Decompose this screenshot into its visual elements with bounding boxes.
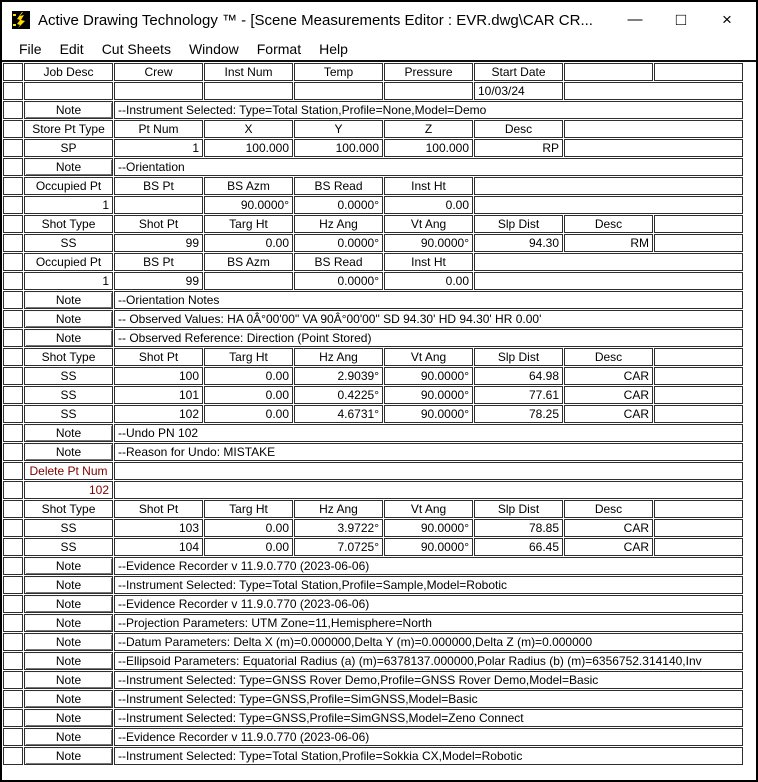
column-header-slp-dist: Slp Dist (474, 348, 563, 366)
column-header-y: Y (294, 120, 383, 138)
note-button[interactable]: Note (24, 728, 113, 746)
grid-row (3, 158, 743, 176)
grid-row (3, 671, 743, 689)
cell-value[interactable] (654, 519, 743, 537)
row-selector[interactable] (3, 196, 23, 214)
menu-cut-sheets[interactable]: Cut Sheets (101, 41, 171, 57)
cell-value[interactable] (654, 386, 743, 404)
column-header-pt-num: Pt Num (114, 120, 203, 138)
row-selector[interactable] (3, 728, 23, 746)
cell-value[interactable]: 78.25 (474, 405, 563, 423)
column-header-targ-ht: Targ Ht (204, 348, 293, 366)
column-header-store-pt-type: Store Pt Type (24, 120, 113, 138)
column-header-shot-pt: Shot Pt (114, 348, 203, 366)
grid-row (3, 215, 743, 233)
row-selector[interactable] (3, 652, 23, 670)
cell-value[interactable]: 66.45 (474, 538, 563, 556)
cell-value[interactable] (654, 367, 743, 385)
menu-window[interactable]: Window (188, 41, 239, 57)
grid-row (3, 253, 743, 271)
column-header-bs-read: BS Read (294, 177, 383, 195)
measurements-table (2, 62, 744, 766)
cell-value[interactable]: 0.00 (204, 405, 293, 423)
cell-value[interactable]: 2.9039° (294, 367, 383, 385)
column-header-desc: Desc (564, 500, 653, 518)
column-header-hz-ang: Hz Ang (294, 215, 383, 233)
grid-row (3, 101, 743, 119)
cell-value[interactable]: 90.0000° (384, 367, 473, 385)
grid-row (3, 310, 743, 328)
cell-value[interactable]: 90.0000° (384, 519, 473, 537)
cell-value[interactable] (384, 82, 473, 100)
cell-value[interactable] (114, 462, 743, 480)
cell-value[interactable]: 1 (114, 139, 203, 157)
column-header-delete-pt-num: Delete Pt Num (24, 462, 113, 480)
cell-value[interactable]: 4.6731° (294, 405, 383, 423)
row-selector[interactable] (3, 234, 23, 252)
note-text[interactable]: --Projection Parameters: UTM Zone=11,Hemisphere=North (114, 614, 743, 632)
cell-value[interactable] (564, 139, 743, 157)
cell-value[interactable] (474, 196, 743, 214)
cell-value[interactable]: 0.0000° (294, 272, 383, 290)
column-header-bs-azm: BS Azm (204, 253, 293, 271)
column-header-temp: Temp (294, 63, 383, 81)
row-selector[interactable] (3, 386, 23, 404)
column-header-start-date: Start Date (474, 63, 563, 81)
grid-row (3, 690, 743, 708)
cell-value[interactable]: 94.30 (474, 234, 563, 252)
minimize-button[interactable]: — (627, 11, 643, 28)
menu-file[interactable]: File (19, 41, 42, 57)
column-header-shot-pt: Shot Pt (114, 500, 203, 518)
column-header-empty (654, 215, 743, 233)
note-text[interactable]: --Instrument Selected: Type=Total Station,Profile=None,Model=Demo (114, 101, 743, 119)
column-header-vt-ang: Vt Ang (384, 500, 473, 518)
window-controls (612, 3, 750, 37)
column-header-hz-ang: Hz Ang (294, 348, 383, 366)
row-selector[interactable] (3, 576, 23, 594)
cell-value[interactable]: 90.0000° (204, 196, 293, 214)
column-header-x: X (204, 120, 293, 138)
menu-edit[interactable]: Edit (59, 41, 84, 57)
cell-value[interactable]: 1 (24, 196, 113, 214)
maximize-button[interactable]: □ (675, 10, 687, 29)
column-header-occupied-pt: Occupied Pt (24, 253, 113, 271)
cell-value[interactable]: 100 (114, 367, 203, 385)
grid-row (3, 367, 743, 385)
note-button[interactable]: Note (24, 291, 113, 309)
note-button[interactable]: Note (24, 576, 113, 594)
cell-value[interactable]: 0.00 (384, 272, 473, 290)
grid-row (3, 747, 743, 765)
note-text[interactable]: --Evidence Recorder v 11.9.0.770 (2023-06-06) (114, 728, 743, 746)
cell-value[interactable]: CAR (564, 519, 653, 537)
cell-value[interactable]: 90.0000° (384, 538, 473, 556)
menu-format[interactable]: Format (256, 41, 302, 57)
cell-value[interactable]: 102 (24, 481, 113, 499)
note-text[interactable]: --Undo PN 102 (114, 424, 743, 442)
note-button[interactable]: Note (24, 671, 113, 689)
row-selector[interactable] (3, 82, 23, 100)
column-header-empty (564, 63, 653, 81)
cell-value[interactable]: 90.0000° (384, 405, 473, 423)
cell-value[interactable]: 104 (114, 538, 203, 556)
grid-row (3, 82, 743, 100)
grid-row (3, 234, 743, 252)
note-text[interactable]: --Orientation Notes (114, 291, 743, 309)
grid-row (3, 443, 743, 461)
grid-row (3, 595, 743, 613)
row-selector[interactable] (3, 481, 23, 499)
cell-value[interactable] (564, 82, 743, 100)
cell-value[interactable] (474, 253, 743, 271)
cell-value[interactable]: CAR (564, 367, 653, 385)
note-button[interactable]: Note (24, 158, 113, 176)
cell-value[interactable] (114, 196, 203, 214)
grid-row (3, 728, 743, 746)
cell-value[interactable]: SS (24, 519, 113, 537)
note-button[interactable]: Note (24, 595, 113, 613)
cell-value[interactable]: SS (24, 367, 113, 385)
row-selector[interactable] (3, 405, 23, 423)
column-header-pressure: Pressure (384, 63, 473, 81)
grid-row (3, 291, 743, 309)
note-button[interactable]: Note (24, 690, 113, 708)
cell-value[interactable] (294, 82, 383, 100)
column-header-inst-num: Inst Num (204, 63, 293, 81)
column-header-crew: Crew (114, 63, 203, 81)
row-selector[interactable] (3, 443, 23, 461)
note-button[interactable]: Note (24, 709, 113, 727)
column-header-desc: Desc (474, 120, 563, 138)
row-selector[interactable] (3, 101, 23, 119)
column-header-bs-azm: BS Azm (204, 177, 293, 195)
lightning-bolt-icon (12, 11, 30, 29)
note-button[interactable]: Note (24, 652, 113, 670)
row-selector[interactable] (3, 139, 23, 157)
grid-row (3, 500, 743, 518)
column-header-empty (564, 120, 743, 138)
cell-value[interactable] (474, 177, 743, 195)
cell-value[interactable]: 7.0725° (294, 538, 383, 556)
column-header-targ-ht: Targ Ht (204, 215, 293, 233)
row-selector[interactable] (3, 367, 23, 385)
cell-value[interactable]: CAR (564, 538, 653, 556)
note-button[interactable]: Note (24, 329, 113, 347)
row-selector[interactable] (3, 253, 23, 271)
note-text[interactable]: --Instrument Selected: Type=Total Station,Profile=Sokkia CX,Model=Robotic (114, 747, 743, 765)
cell-value[interactable]: 78.85 (474, 519, 563, 537)
cell-value[interactable]: 90.0000° (384, 386, 473, 404)
cell-value[interactable]: 99 (114, 234, 203, 252)
note-text[interactable]: --Evidence Recorder v 11.9.0.770 (2023-06-06) (114, 595, 743, 613)
row-selector[interactable] (3, 120, 23, 138)
row-selector[interactable] (3, 177, 23, 195)
close-button[interactable]: × (722, 10, 732, 29)
grid-row (3, 481, 743, 499)
grid-row (3, 272, 743, 290)
cell-value[interactable]: 0.00 (204, 538, 293, 556)
cell-value[interactable]: 101 (114, 386, 203, 404)
grid-row (3, 614, 743, 632)
cell-value[interactable]: RM (564, 234, 653, 252)
cell-value[interactable]: 90.0000° (384, 234, 473, 252)
note-text[interactable]: --Instrument Selected: Type=Total Station,Profile=Sample,Model=Robotic (114, 576, 743, 594)
note-text[interactable]: --Instrument Selected: Type=GNSS,Profile=SimGNSS,Model=Zeno Connect (114, 709, 743, 727)
column-header-vt-ang: Vt Ang (384, 215, 473, 233)
note-text[interactable]: --Ellipsoid Parameters: Equatorial Radius (a) (m)=6378137.000000,Polar Radius (b) (m)=6356752.314140,Inv (114, 652, 743, 670)
cell-value[interactable]: 100.000 (204, 139, 293, 157)
note-text[interactable]: --Datum Parameters: Delta X (m)=0.000000,Delta Y (m)=0.000000,Delta Z (m)=0.000000 (114, 633, 743, 651)
note-button[interactable]: Note (24, 443, 113, 461)
column-header-empty (654, 63, 743, 81)
column-header-slp-dist: Slp Dist (474, 215, 563, 233)
grid-row (3, 177, 743, 195)
title-bar (2, 2, 756, 38)
grid-row (3, 196, 743, 214)
grid-row (3, 348, 743, 366)
note-button[interactable]: Note (24, 310, 113, 328)
column-header-inst-ht: Inst Ht (384, 253, 473, 271)
column-header-bs-read: BS Read (294, 253, 383, 271)
note-button[interactable]: Note (24, 424, 113, 442)
cell-value[interactable]: CAR (564, 405, 653, 423)
cell-value[interactable]: 103 (114, 519, 203, 537)
window-title: Active Drawing Technology ™ - [Scene Measurements Editor : EVR.dwg\CAR CR... (38, 11, 593, 29)
grid-row (3, 139, 743, 157)
cell-value[interactable]: 10/03/24 (474, 82, 563, 100)
row-selector[interactable] (3, 671, 23, 689)
row-selector[interactable] (3, 500, 23, 518)
cell-value[interactable]: 0.00 (204, 367, 293, 385)
cell-value[interactable] (204, 272, 293, 290)
row-selector[interactable] (3, 348, 23, 366)
column-header-desc: Desc (564, 348, 653, 366)
column-header-shot-type: Shot Type (24, 215, 113, 233)
column-header-hz-ang: Hz Ang (294, 500, 383, 518)
grid-row (3, 329, 743, 347)
row-selector[interactable] (3, 329, 23, 347)
cell-value[interactable]: 3.9722° (294, 519, 383, 537)
cell-value[interactable]: 0.00 (204, 234, 293, 252)
note-text[interactable]: -- Observed Reference: Direction (Point Stored) (114, 329, 743, 347)
cell-value[interactable]: RP (474, 139, 563, 157)
note-text[interactable]: --Instrument Selected: Type=GNSS Rover Demo,Profile=GNSS Rover Demo,Model=Basic (114, 671, 743, 689)
cell-value[interactable]: 102 (114, 405, 203, 423)
menu-help[interactable]: Help (319, 41, 348, 57)
note-button[interactable]: Note (24, 557, 113, 575)
cell-value[interactable]: 64.98 (474, 367, 563, 385)
column-header-desc: Desc (564, 215, 653, 233)
column-header-bs-pt: BS Pt (114, 177, 203, 195)
grid-row (3, 652, 743, 670)
note-text[interactable]: --Orientation (114, 158, 743, 176)
row-selector[interactable] (3, 633, 23, 651)
grid-row (3, 538, 743, 556)
column-header-shot-type: Shot Type (24, 348, 113, 366)
note-text[interactable]: -- Observed Values: HA 0Â°00'00" VA 90Â°00'00" SD 94.30' HD 94.30' HR 0.00' (114, 310, 743, 328)
cell-value[interactable]: 0.4225° (294, 386, 383, 404)
cell-value[interactable]: SS (24, 234, 113, 252)
row-selector[interactable] (3, 595, 23, 613)
grid-row (3, 405, 743, 423)
cell-value[interactable] (114, 481, 743, 499)
cell-value[interactable]: 0.0000° (294, 234, 383, 252)
note-text[interactable]: --Instrument Selected: Type=GNSS,Profile=SimGNSS,Model=Basic (114, 690, 743, 708)
column-header-z: Z (384, 120, 473, 138)
row-selector[interactable] (3, 63, 23, 81)
column-header-job-desc: Job Desc (24, 63, 113, 81)
grid-row (3, 633, 743, 651)
row-selector[interactable] (3, 158, 23, 176)
row-selector[interactable] (3, 557, 23, 575)
grid-row (3, 519, 743, 537)
menu-bar (2, 38, 756, 60)
column-header-bs-pt: BS Pt (114, 253, 203, 271)
cell-value[interactable]: 77.61 (474, 386, 563, 404)
column-header-shot-pt: Shot Pt (114, 215, 203, 233)
cell-value[interactable]: 0.00 (384, 196, 473, 214)
grid-row (3, 557, 743, 575)
column-header-empty (654, 348, 743, 366)
note-button[interactable]: Note (24, 633, 113, 651)
column-header-vt-ang: Vt Ang (384, 348, 473, 366)
row-selector[interactable] (3, 614, 23, 632)
row-selector[interactable] (3, 215, 23, 233)
cell-value[interactable] (204, 82, 293, 100)
note-button[interactable]: Note (24, 614, 113, 632)
note-text[interactable]: --Reason for Undo: MISTAKE (114, 443, 743, 461)
row-selector[interactable] (3, 690, 23, 708)
cell-value[interactable] (24, 82, 113, 100)
grid-row (3, 462, 743, 480)
row-selector[interactable] (3, 462, 23, 480)
cell-value[interactable] (654, 405, 743, 423)
row-selector[interactable] (3, 272, 23, 290)
cell-value[interactable]: SS (24, 386, 113, 404)
column-header-targ-ht: Targ Ht (204, 500, 293, 518)
row-selector[interactable] (3, 538, 23, 556)
cell-value[interactable]: SP (24, 139, 113, 157)
cell-value[interactable] (114, 82, 203, 100)
cell-value[interactable] (474, 272, 743, 290)
note-button[interactable]: Note (24, 101, 113, 119)
cell-value[interactable]: SS (24, 538, 113, 556)
row-selector[interactable] (3, 424, 23, 442)
cell-value[interactable]: 0.00 (204, 386, 293, 404)
grid-row (3, 386, 743, 404)
row-selector[interactable] (3, 519, 23, 537)
grid-row (3, 424, 743, 442)
grid-row (3, 120, 743, 138)
measurements-grid-area (2, 60, 756, 782)
row-selector[interactable] (3, 310, 23, 328)
column-header-slp-dist: Slp Dist (474, 500, 563, 518)
row-selector[interactable] (3, 747, 23, 765)
column-header-empty (654, 500, 743, 518)
cell-value[interactable]: CAR (564, 386, 653, 404)
cell-value[interactable]: 100.000 (384, 139, 473, 157)
cell-value[interactable]: 0.00 (204, 519, 293, 537)
grid-row (3, 576, 743, 594)
row-selector[interactable] (3, 709, 23, 727)
cell-value[interactable]: 1 (24, 272, 113, 290)
cell-value[interactable]: 99 (114, 272, 203, 290)
column-header-shot-type: Shot Type (24, 500, 113, 518)
cell-value[interactable] (654, 538, 743, 556)
cell-value[interactable] (654, 234, 743, 252)
cell-value[interactable]: SS (24, 405, 113, 423)
cell-value[interactable]: 100.000 (294, 139, 383, 157)
column-header-occupied-pt: Occupied Pt (24, 177, 113, 195)
cell-value[interactable]: 0.0000° (294, 196, 383, 214)
note-button[interactable]: Note (24, 747, 113, 765)
column-header-inst-ht: Inst Ht (384, 177, 473, 195)
grid-row (3, 709, 743, 727)
row-selector[interactable] (3, 291, 23, 309)
note-text[interactable]: --Evidence Recorder v 11.9.0.770 (2023-06-06) (114, 557, 743, 575)
grid-row (3, 63, 743, 81)
